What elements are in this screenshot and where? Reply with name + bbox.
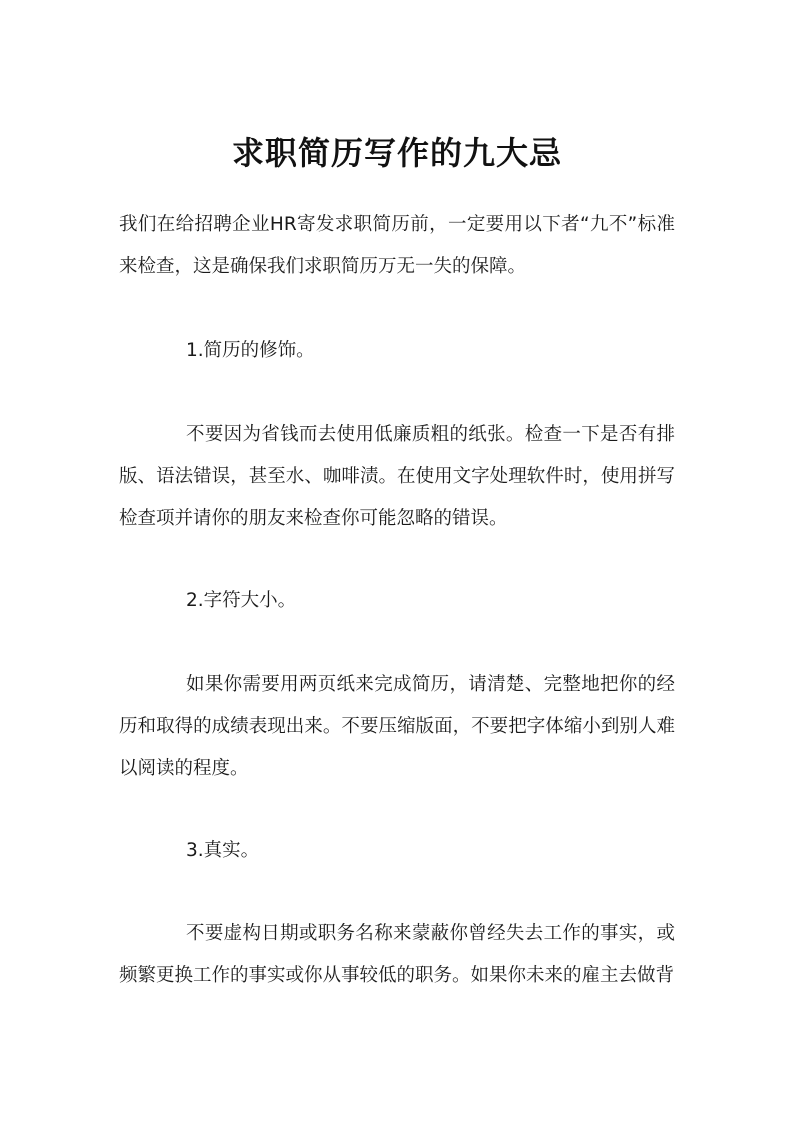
document-title: 求职简历写作的九大忌 xyxy=(231,134,562,172)
section-heading-1: 1.简历的修饰。 xyxy=(186,340,315,361)
section-body-1: 不要因为省钱而去使用低廉质粗的纸张。检查一下是否有排版、语法错误，甚至水、咖啡渍。在使用文字处理软件时，使用拼写检查项并请你的朋友来检查你可能忽略的错误。 xyxy=(119,424,675,529)
section-heading-3: 3.真实。 xyxy=(186,840,260,861)
intro-paragraph: 我们在给招聘企业HR寄发求职简历前，一定要用以下者“九不”标准来检查，这是确保我们求职简历万无一失的保障。 xyxy=(119,214,675,277)
section-body-2: 如果你需要用两页纸来完成简历，请清楚、完整地把你的经历和取得的成绩表现出来。不要压缩版面，不要把字体缩小到别人难以阅读的程度。 xyxy=(119,674,675,779)
section-body-3: 不要虚构日期或职务名称来蒙蔽你曾经失去工作的事实，或频繁更换工作的事实或你从事较低的职务。如果你未来的雇主去做背 xyxy=(119,923,675,986)
section-heading-2: 2.字符大小。 xyxy=(186,590,297,611)
